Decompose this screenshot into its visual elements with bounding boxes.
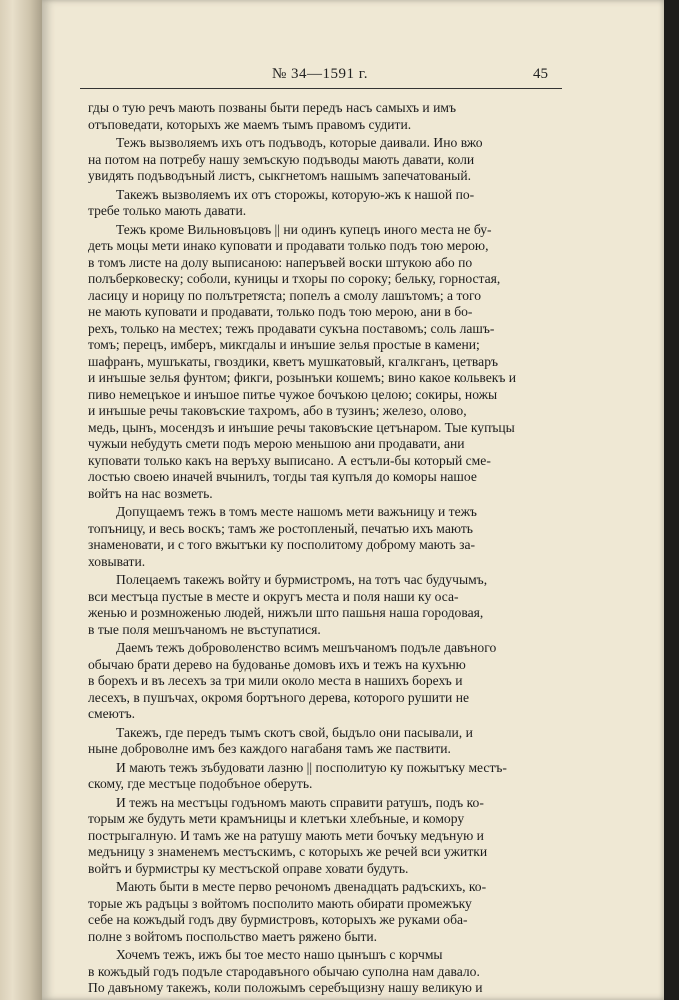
text-line: полъберковеску; соболи, куницы и тхоры по сороку; бельку, горностая, — [88, 271, 501, 286]
text-line: медь, цынъ, мосендзъ и инъшие речы таковъские цетънаром. Тые купъцы — [88, 419, 515, 435]
text-line: И мають тежъ зъбудовати лазню || посполитую ку пожытъку местъ- — [116, 759, 507, 775]
text-line: в тые поля мешъчаномъ не въступатися. — [88, 621, 321, 637]
text-line: гды о тую речъ мають позваны быти передъ насъ самыхъ и имъ — [88, 100, 456, 115]
text-line: вси местъца пустые в месте и округъ места и поля наши ку оса- — [88, 588, 459, 604]
paragraph — [88, 725, 572, 758]
text-line: в борехъ и въ лесехъ за три мили около места в нашихъ борехъ и — [88, 673, 463, 688]
text-line: и инъшые речы таковъские тахромъ, або в тузинъ; железо, олово, — [88, 403, 467, 418]
paragraph — [88, 795, 572, 878]
text-line: ныне доброволне имъ без каждого нагабаня тамъ же паствити. — [88, 741, 451, 756]
text-line: И тежъ на местъцы годъномъ мають справити ратушъ, подъ ко- — [116, 794, 484, 810]
text-line: Даемъ тежъ доброволенство всимъ мешъчаномъ подъле давъного — [116, 640, 497, 655]
text-line: пострыгалную. И тамъ же на ратушу мають мети бочъку медъную и — [88, 827, 484, 843]
text-line: войтъ и бурмистры ку местъской оправе ховати будуть. — [88, 860, 409, 876]
text-line: пиво немецъкое и инъшое питье чужое бочъкою целою; сокиры, ножы — [88, 386, 498, 402]
text-line: войтъ на нас возметь. — [88, 485, 213, 501]
text-line: не мають куповати и продавати, только подъ тою мерою, ани в бо- — [88, 304, 473, 319]
paragraph — [88, 187, 572, 220]
text-line: себе на кожъдый годъ дву бурмистровъ, которыхъ же руками оба- — [88, 912, 468, 927]
text-line: торым же будуть мети крамъницы и клетъки хлебъные, и комору — [88, 811, 465, 826]
text-line: деть моцы мети инако куповати и продавати только подъ тою мерою, — [88, 238, 489, 253]
paragraph — [88, 760, 572, 793]
text-line: медъницу з знаменемъ местъскимъ, с которыхъ же речей вси ужитки — [88, 844, 488, 859]
paragraph — [88, 100, 572, 133]
text-line: отъповедати, которыхъ же маемъ тымъ правомъ судити. — [88, 116, 412, 132]
text-line: Такежъ, где передъ тымъ скотъ свой, быдъло они пасывали, и — [116, 724, 473, 740]
text-line: обычаю брати дерево на будованье домовъ ихъ и тежъ на кухъню — [88, 656, 466, 672]
paragraph — [88, 640, 572, 723]
text-line: в кожъдый годъ подъле стародавъного обычаю суполна нам давало. — [88, 963, 480, 979]
text-line: торые жъ радъцы з войтомъ посполито мають обирати промежъку — [88, 895, 472, 911]
paragraph — [88, 504, 572, 570]
text-line: ховывати. — [88, 553, 146, 569]
text-line: в томъ листе на долу выписаною: наперъвей воски штукою або по — [88, 254, 473, 270]
text-line: требе только мають давати. — [88, 203, 247, 218]
text-line: увидять подъводъный листъ, сыкгнетомъ нашымъ запечатованый. — [88, 168, 471, 183]
text-line: смеютъ. — [88, 706, 136, 721]
text-line: скому, где местъце подобъное оберуть. — [88, 776, 313, 791]
text-line: женью и розмноженью людей, нижъли што пашьня наша городовая, — [88, 605, 484, 620]
text-line: ласицу и норицу по полътретяста; попелъ а смолу лашътомъ; а того — [88, 287, 482, 303]
text-line: лесехъ, в пушъчах, окромя бортъного дерева, которого рушити не — [88, 689, 470, 705]
text-line: томъ; перецъ, имберъ, микгдалы и инъшие зелья простые в камени; — [88, 337, 480, 352]
text-line: Мають быти в месте перво речономъ двенадцать радъскихъ, ко- — [116, 879, 487, 894]
text-line: чужыи небудуть смети подъ мерою меньшою ани продавати, ани — [88, 436, 465, 451]
text-line: на потом на потребу нашу земъскую подъводы мають давати, коли — [88, 151, 475, 167]
text-line: Тежъ вызволяемъ ихъ отъ подъводъ, которые даивали. Ино вжо — [116, 135, 483, 150]
text-line: куповати только какъ на веръху выписано. А естъли-бы который сме- — [88, 452, 491, 468]
page-header — [82, 66, 562, 88]
paragraph — [88, 222, 572, 503]
text-line: рехъ, только на местех; тежъ продавати сукъна поставомъ; соль лашъ- — [88, 320, 495, 336]
text-line: Допущаемъ тежъ в томъ месте нашомъ мети важъницу и тежъ — [116, 504, 477, 519]
paragraph — [88, 947, 572, 997]
body-text — [88, 100, 572, 999]
text-line: Полецаемъ такежъ войту и бурмистромъ, на тотъ час будучымъ, — [116, 572, 488, 587]
scan-background — [664, 0, 679, 1000]
text-line: топъницу, и весь воскъ; тамъ же ростопленый, печатью ихъ мають — [88, 520, 473, 536]
text-line: полне з войтомъ поспольство маетъ ряжено быти. — [88, 928, 378, 944]
header-rule — [80, 88, 562, 89]
text-line: Такежъ вызволяемъ их отъ сторожы, которую-жъ к нашой по- — [116, 186, 475, 202]
text-line: и инъшые зелья фунтом; фикги, розынъки кошемъ; вино какое кольвекъ и — [88, 370, 517, 385]
page-number: 45 — [533, 66, 548, 82]
text-line: лостью своею иначей вчынилъ, тогды тая купъля до коморы нашое — [88, 469, 477, 484]
paragraph — [88, 135, 572, 185]
paragraph — [88, 879, 572, 945]
text-line: знаменовати, и с того вжытъки ку посполитому доброму мають за- — [88, 537, 476, 552]
text-line: Хочемъ тежъ, ижъ бы тое место нашо цынъшъ с корчмы — [116, 947, 443, 962]
document-number: № 34—1591 г. — [272, 66, 369, 82]
adjacent-page-edge — [0, 0, 42, 1000]
text-line: Тежъ кроме Вильновъцовъ || ни одинъ купецъ иного места не бу- — [116, 221, 492, 237]
text-line: По давъному такежъ, коли положымъ серебъщизну нашу великую и — [88, 980, 483, 995]
text-line: шафранъ, мушъкаты, гвоздики, кветъ мушкатовый, кгалкганъ, цетваръ — [88, 353, 499, 369]
paragraph — [88, 572, 572, 638]
